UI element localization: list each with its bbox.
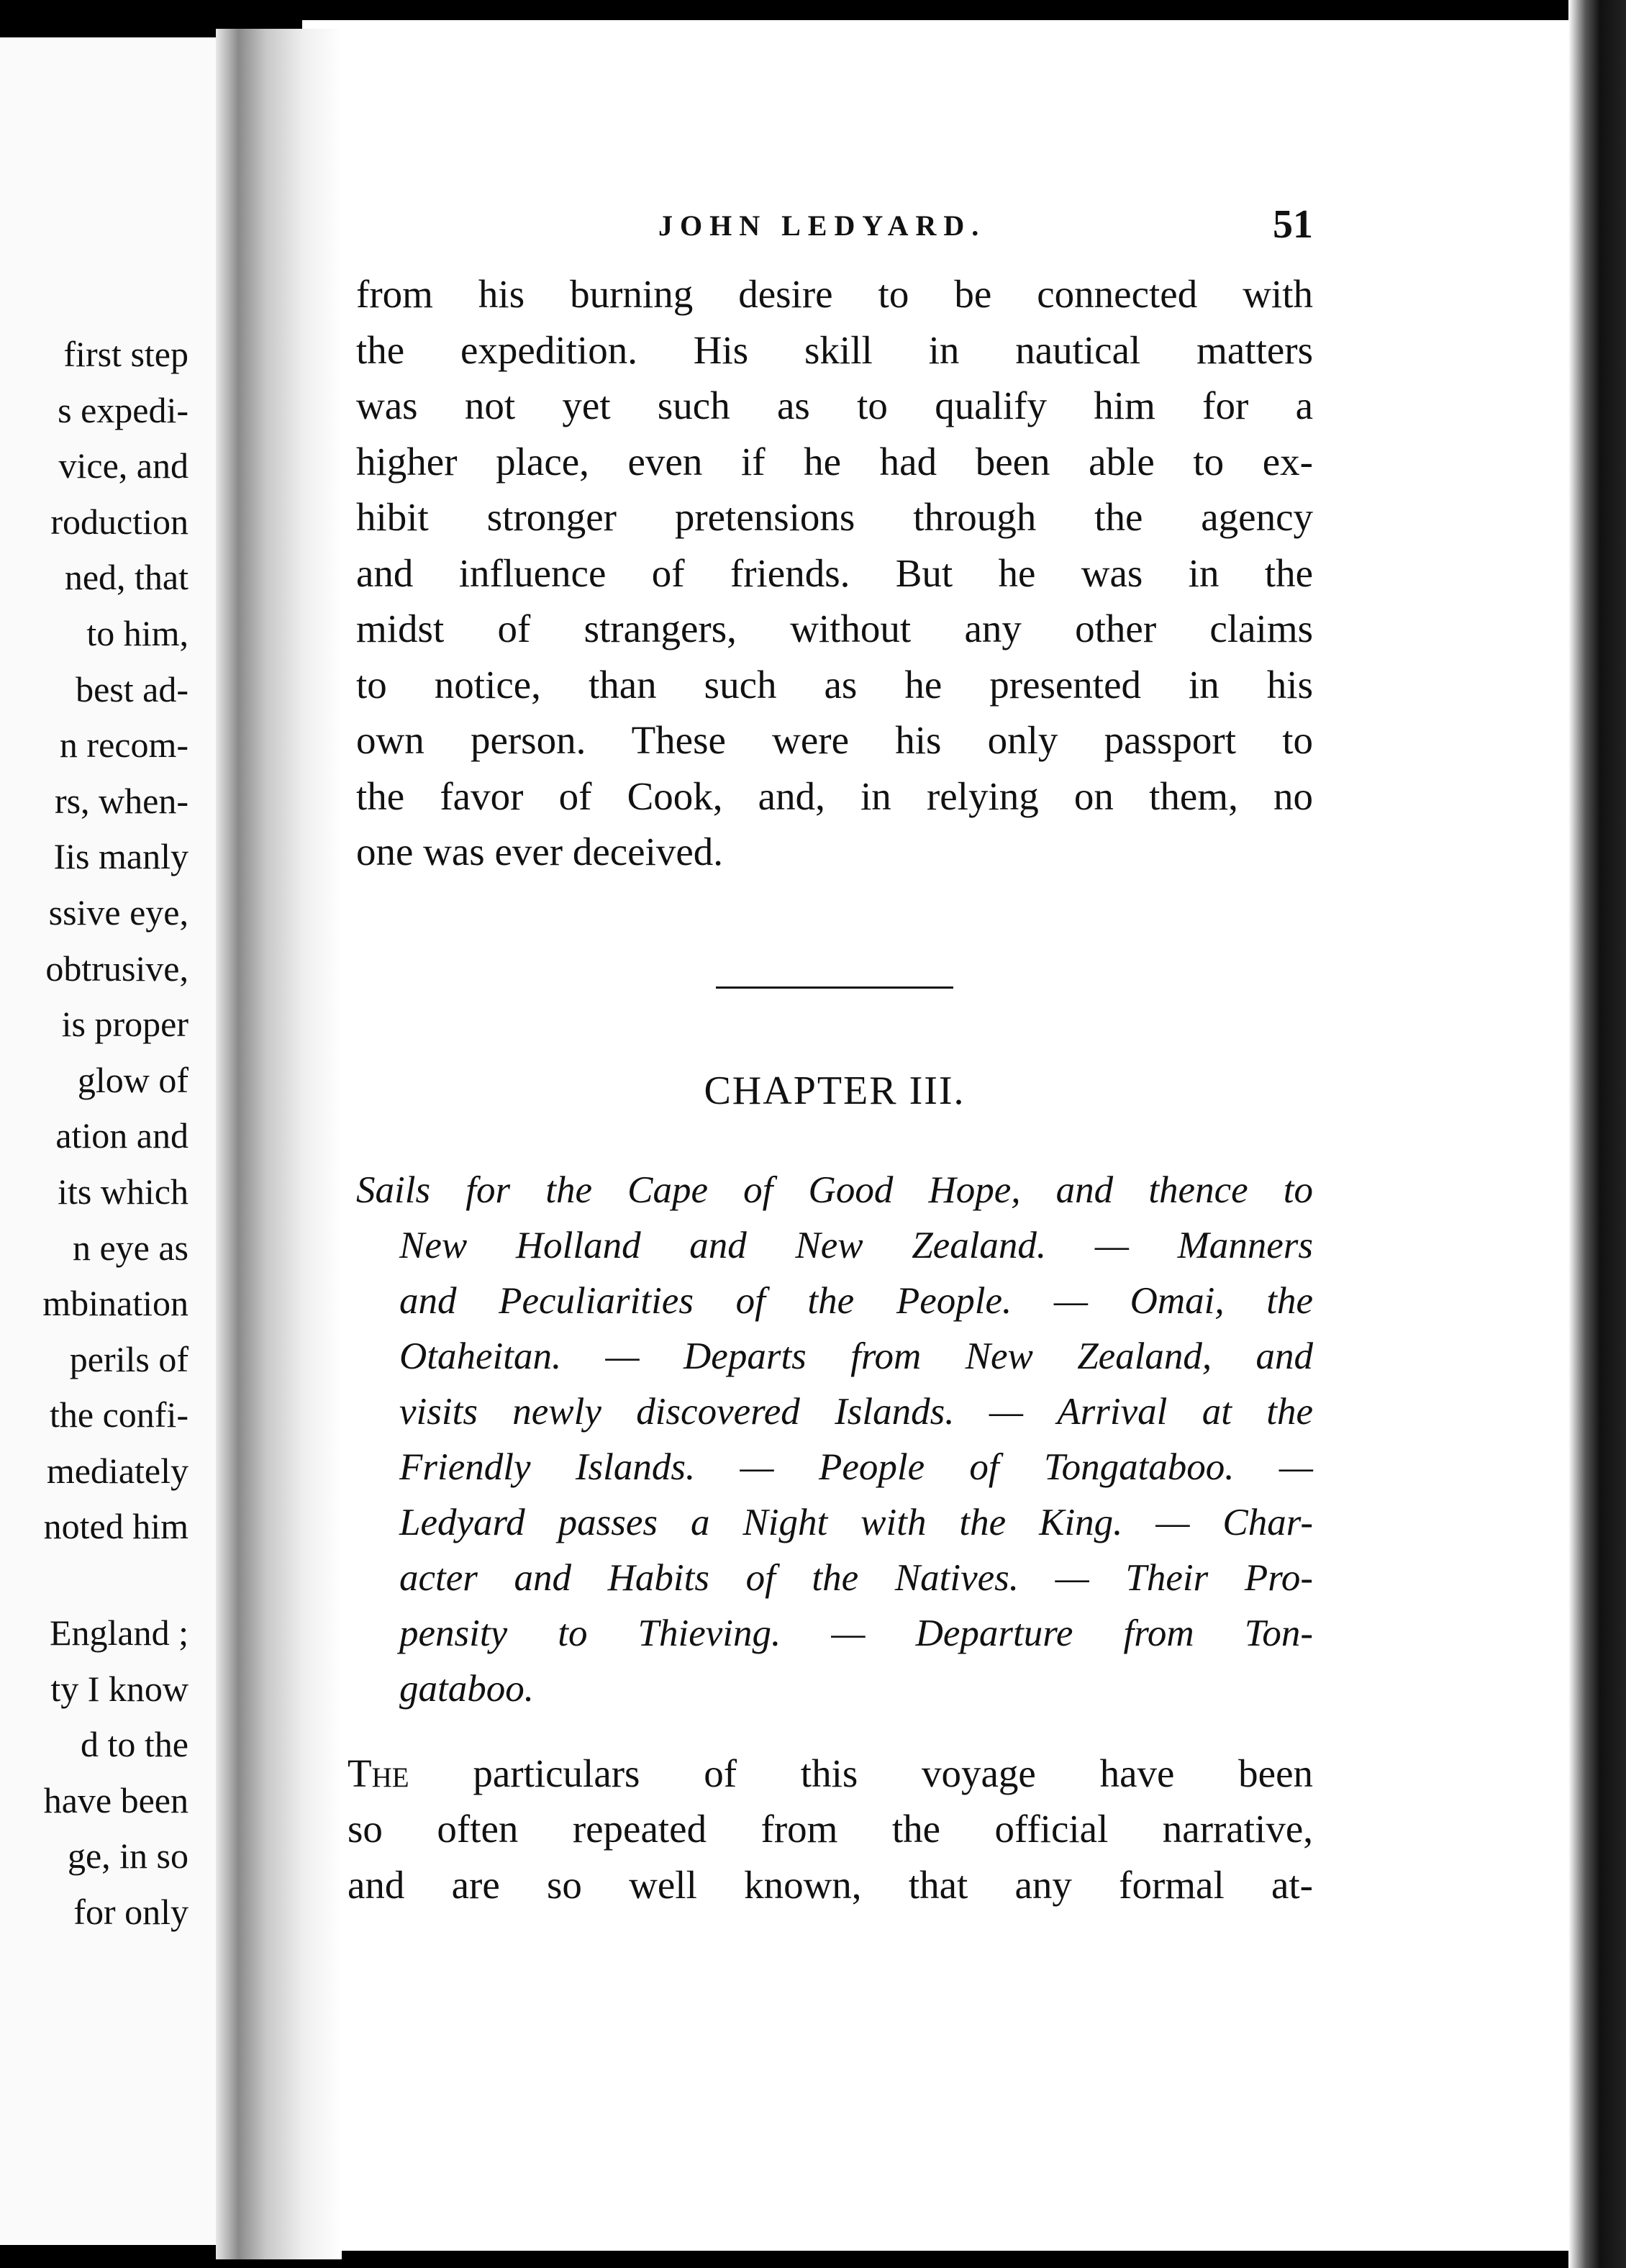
left-page-text bbox=[0, 327, 189, 1941]
text-line: the expedition. His skill in nautical matters bbox=[356, 327, 1313, 372]
left-line: its which bbox=[58, 1171, 189, 1212]
chapter-opening-paragraph bbox=[348, 1746, 1313, 1913]
left-line: is proper bbox=[61, 1004, 189, 1045]
left-line: ssive eye, bbox=[48, 892, 189, 933]
text-line: one was ever deceived. bbox=[356, 830, 724, 874]
left-line: n recom- bbox=[59, 725, 189, 766]
left-line: roduction bbox=[50, 501, 189, 542]
left-line: d to the bbox=[81, 1724, 189, 1765]
page-number: 51 bbox=[1273, 202, 1313, 247]
text-line: so often repeated from the official narrative, bbox=[348, 1807, 1313, 1851]
text-line: from his burning desire to be connected with bbox=[356, 272, 1313, 316]
summary-line: pensity to Thieving. — Departure from Ton- bbox=[399, 1612, 1313, 1654]
running-head bbox=[356, 194, 1313, 266]
summary-line: Friendly Islands. — People of Tongataboo. — bbox=[399, 1446, 1313, 1488]
left-line: ation and bbox=[55, 1115, 189, 1156]
drop-word: The bbox=[348, 1751, 409, 1795]
left-line: ty I know bbox=[50, 1668, 189, 1709]
text-line: to notice, than such as he presented in his bbox=[356, 662, 1313, 707]
text-line: higher place, even if he had been able to ex- bbox=[356, 439, 1313, 484]
left-gap bbox=[0, 1555, 189, 1605]
left-line: vice, and bbox=[58, 445, 189, 486]
text-line: hibit stronger pretensions through the agency bbox=[356, 495, 1313, 539]
left-page bbox=[0, 37, 237, 2245]
text-line: and influence of friends. But he was in the bbox=[356, 550, 1313, 595]
left-line: to him, bbox=[86, 612, 189, 653]
chapter-title: CHAPTER III. bbox=[704, 1068, 966, 1113]
text-fragment: particulars of this voyage have been bbox=[409, 1751, 1313, 1795]
running-title: JOHN LEDYARD. bbox=[658, 209, 986, 242]
book-gutter-shadow bbox=[216, 29, 342, 2259]
summary-line: acter and Habits of the Natives. — Their Pro- bbox=[399, 1556, 1313, 1599]
chapter-summary bbox=[356, 1163, 1313, 1717]
summary-line: gataboo. bbox=[399, 1667, 534, 1710]
text-line: and are so well known, that any formal at- bbox=[348, 1862, 1313, 1907]
left-line: mbination bbox=[42, 1283, 189, 1324]
left-line: glow of bbox=[77, 1059, 189, 1100]
summary-line: Sails for the Cape of Good Hope, and thence to bbox=[356, 1169, 1313, 1211]
left-line: best ad- bbox=[76, 668, 189, 709]
left-line: s expedi- bbox=[58, 389, 189, 430]
left-line: rs, when- bbox=[54, 780, 189, 821]
left-line: first step bbox=[63, 334, 189, 374]
left-line: n eye as bbox=[72, 1227, 189, 1268]
section-rule bbox=[716, 986, 953, 989]
left-line: have been bbox=[43, 1779, 189, 1820]
page-edge-shadow bbox=[1568, 0, 1626, 2268]
left-line: the confi- bbox=[50, 1394, 189, 1435]
right-page-text bbox=[348, 194, 1313, 1913]
text-line: the favor of Cook, and, in relying on them, no bbox=[356, 774, 1313, 818]
summary-line: New Holland and New Zealand. — Manners bbox=[399, 1224, 1313, 1266]
left-line: Iis manly bbox=[53, 836, 189, 877]
summary-line: and Peculiarities of the People. — Omai, the bbox=[399, 1279, 1313, 1322]
left-line: England ; bbox=[49, 1612, 189, 1654]
text-line: midst of strangers, without any other claims bbox=[356, 607, 1313, 650]
text-line: own person. These were his only passport to bbox=[356, 718, 1313, 762]
left-line: ge, in so bbox=[67, 1836, 189, 1877]
left-line: obtrusive, bbox=[45, 948, 189, 989]
summary-line: visits newly discovered Islands. — Arrival at the bbox=[399, 1390, 1313, 1433]
left-line: perils of bbox=[69, 1338, 189, 1379]
summary-line: Otaheitan. — Departs from New Zealand, and bbox=[399, 1335, 1313, 1377]
left-line: noted him bbox=[43, 1506, 189, 1547]
left-line: ned, that bbox=[64, 557, 189, 598]
text-line: was not yet such as to qualify him for a bbox=[356, 384, 1313, 427]
summary-line: Ledyard passes a Night with the King. — Char- bbox=[399, 1501, 1313, 1543]
left-line: mediately bbox=[46, 1450, 189, 1491]
paragraph-continuation bbox=[356, 266, 1313, 880]
left-line: for only bbox=[73, 1892, 189, 1933]
text-line bbox=[348, 1746, 1313, 1802]
